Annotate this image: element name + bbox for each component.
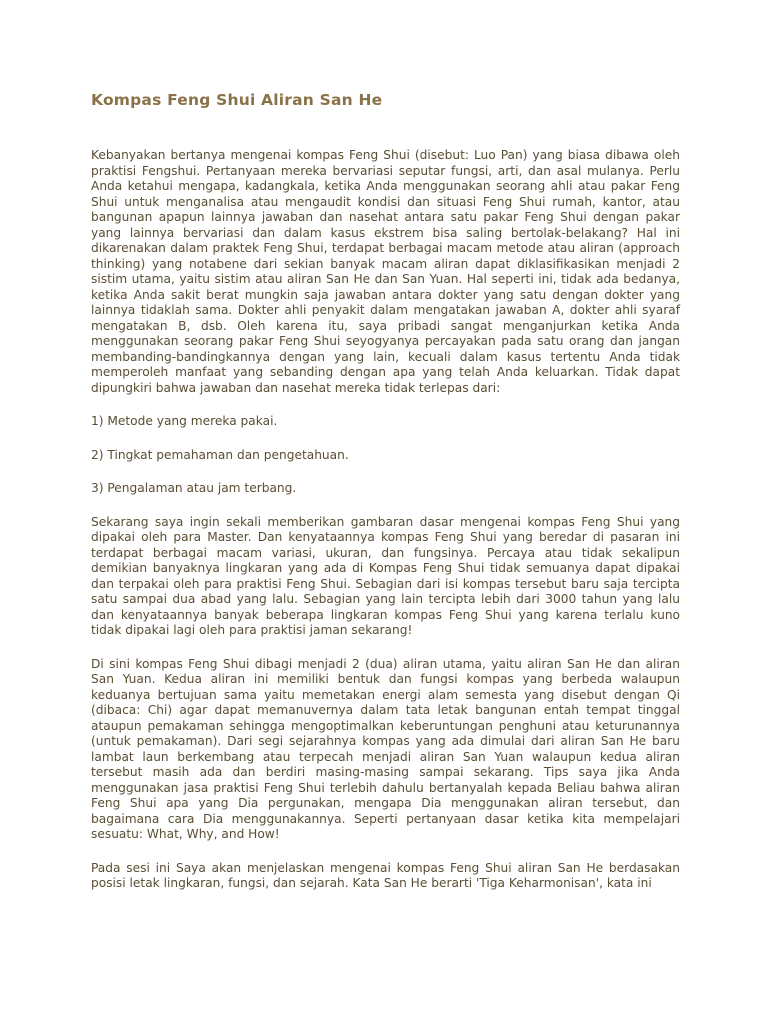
document-title: Kompas Feng Shui Aliran San He [91,91,383,109]
paragraph-san-he-intro: Pada sesi ini Saya akan menjelaskan mengenai kompas Feng Shui aliran San He berdasakan posisi letak lingkaran, fungsi, dan sejarah. Kata San He berarti 'Tiga Keharmonisan', kata ini [91,860,680,890]
list-item-experience: 3) Pengalaman atau jam terbang. [91,481,297,495]
paragraph-two-schools: Di sini kompas Feng Shui dibagi menjadi 2 (dua) aliran utama, yaitu aliran San He dan aliran San Yuan. Kedua aliran ini memiliki bentuk dan fungsi kompas yang berbeda walaupun keduanya bertujuan sama yaitu memetakan energi alam semesta yang disebut dengan Qi (dibaca: Chi) agar dapat memanuvernya dalam tata letak bangunan entah tempat tinggal ataupun pemakaman sehingga mengoptimalkan keberuntungan penghuni atau keturunannya (untuk pemakaman). Dari segi sejarahnya kompas yang ada dimulai dari aliran San He baru lambat laun berkembang atau terpecah menjadi aliran San Yuan walaupun kedua aliran tersebut masih ada dan berdiri masing-masing sampai sekarang. Tips saya jika Anda menggunakan jasa praktisi Feng Shui terlebih dahulu bertanyalah kepada Beliau bahwa aliran Feng Shui apa yang Dia pergunakan, mengapa Dia menggunakan aliran tersebut, dan bagaimana cara Dia menggunakannya. Seperti pertanyaan dasar ketika kita mempelajari sesuatu: What, Why, and How! [91,656,680,841]
list-item-understanding: 2) Tingkat pemahaman dan pengetahuan. [91,447,349,462]
document-body [91,148,680,910]
paragraph-intro: Kebanyakan bertanya mengenai kompas Feng Shui (disebut: Luo Pan) yang biasa dibawa oleh praktisi Fengshui. Pertanyaan mereka bervariasi seputar fungsi, arti, dan asal mulanya. Perlu Anda ketahui mengapa, kadangkala, ketika Anda menggunakan seorang ahli atau pakar Feng Shui untuk menganalisa atau mengaudit kondisi dan situasi Feng Shui rumah, kantor, atau bangunan apapun lainnya jawaban dan nasehat antara satu pakar Feng Shui dengan pakar yang lainnya bervariasi dan dalam kasus ekstrem bisa saling bertolak-belakang? Hal ini dikarenakan dalam praktek Feng Shui, terdapat berbagai macam metode atau aliran (approach thinking) yang notabene dari sekian banyak macam aliran dapat diklasifikasikan menjadi 2 sistim utama, yaitu sistim atau aliran San He dan San Yuan. Hal seperti ini, tidak ada bedanya, ketika Anda sakit berat mungkin saja jawaban antara dokter yang satu dengan dokter yang lainnya tidaklah sama. Dokter ahli penyakit dalam mengatakan jawaban A, dokter ahli syaraf mengatakan B, dsb. Oleh karena itu, saya pribadi sangat menganjurkan ketika Anda menggunakan seorang pakar Feng Shui seyogyanya percayakan pada satu orang dan jangan membanding-bandingkannya dengan yang lain, kecuali dalam kasus tertentu Anda tidak memperoleh manfaat yang sebanding dengan apa yang telah Anda keluarkan. Tidak dapat dipungkiri bahwa jawaban dan nasehat mereka tidak terlepas dari: [91,148,680,395]
paragraph-compass-overview: Sekarang saya ingin sekali memberikan gambaran dasar mengenai kompas Feng Shui yang dipakai oleh para Master. Dan kenyataannya kompas Feng Shui yang beredar di pasaran ini terdapat berbagai macam variasi, ukuran, dan fungsinya. Percaya atau tidak sekalipun demikian banyaknya lingkaran yang ada di Kompas Feng Shui tidak semuanya dapat dipakai dan terpakai oleh para praktisi Feng Shui. Sebagian dari isi kompas tersebut baru saja tercipta satu sampai dua abad yang lalu. Sebagian yang lain tercipta lebih dari 3000 tahun yang lalu dan kenyataannya banyak beberapa lingkaran kompas Feng Shui yang karena terlalu kuno tidak dipakai lagi oleh para praktisi jaman sekarang! [91,514,680,637]
list-item-method: 1) Metode yang mereka pakai. [91,414,278,428]
